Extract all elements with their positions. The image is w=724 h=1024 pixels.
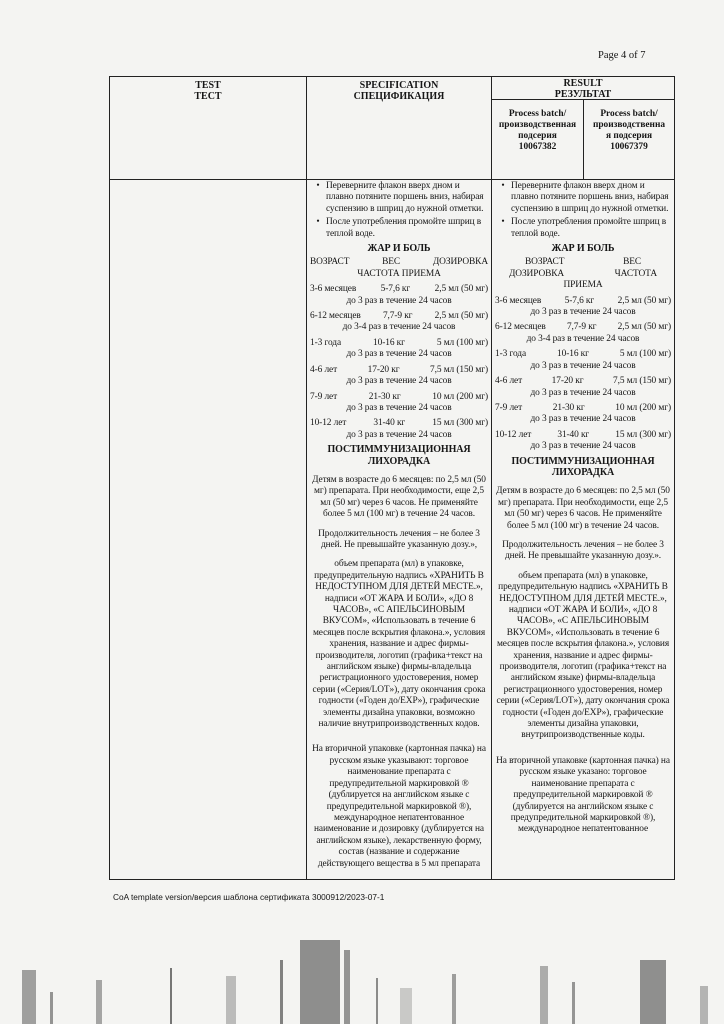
dose-header-frequency: ПРИЕМА <box>563 280 603 291</box>
col-divider <box>491 77 492 879</box>
table-row: 1-3 года 10-16 кг 5 мл (100 мг) до 3 раз в течение 24 часов <box>495 349 671 371</box>
post-immunization-text: Детям в возрасте до 6 месяцев: по 2,5 мл (50 мг) препарата. При необходимости, еще 2,5 мл (50 мг) через 6 часов. Не применяйте более 5 мл (100 мг) в течение 24 часов. <box>312 474 486 520</box>
table-row: 7-9 лет 21-30 кг 10 мл (200 мг) до 3 раз в течение 24 часов <box>310 391 488 413</box>
package-text: объем препарата (мл) в упаковке, предупредительную надпись «ХРАНИТЬ В НЕДОСТУПНОМ ДЛЯ ДЕТЕЙ МЕСТЕ.», надписи «ОТ ЖАРА И БОЛИ», «ДО 8 ЧАСОВ», «С АПЕЛЬСИНОВЫМ ВКУСОМ», «Использовать в течение 6 месяцев после вскрытия флакона.», условия хранения, название и адрес фирмы-производителя, логотип (графика+текст на английском языке) фирмы-владельца регистрационного удостоверения, номер серии («Серия/LOT»), дату окончания срока годности («Годен до/EXP»), графические элементы дизайна упаковки, возможно наличие внутрипроизводственных кодов. <box>312 559 486 730</box>
list-item: • Переверните флакон вверх дном и плавно потяните поршень вниз, набирая суспензию в шприц до нужной отметки. <box>501 181 669 214</box>
list-item: • Переверните флакон вверх дном и плавно потяните поршень вниз, набирая суспензию в шприц до нужной отметки. <box>316 181 484 214</box>
page-number: Page 4 of 7 <box>598 50 646 61</box>
post-immunization-title: ПОСТИММУНИЗАЦИОННАЯ ЛИХОРАДКА <box>511 455 655 478</box>
list-item: • После употребления промойте шприц в теплой воде. <box>316 217 482 239</box>
header-batch-2: Process batch/ производственна я подсерия 10067379 <box>592 109 666 152</box>
header-result: RESULT РЕЗУЛЬТАТ <box>554 78 612 100</box>
scan-artifact <box>0 930 724 1024</box>
certificate-table <box>109 76 675 880</box>
heat-title: ЖАР И БОЛЬ <box>367 243 431 255</box>
col-divider <box>306 77 307 879</box>
secondary-package-text: На вторичной упаковке (картонная пачка) на русском языке указывают: торговое наименование препарата с предупредительной маркировкой ® (дублируется на английском языке с предупредительной маркировкой ®), международное непатентованное наименование и дозировку (дублируется на английском языке), лекарственную форму, состав (название и содержание действующего вещества в 5 мл препарата <box>312 744 486 869</box>
duration-text: Продолжительность лечения – не более 3 дней. Не превышайте указанную дозу.», <box>318 528 480 550</box>
dose-header: ВОЗРАСТ ВЕС <box>525 257 641 268</box>
table-row: 6-12 месяцев 7,7-9 кг 2,5 мл (50 мг) до 3-4 раз в течение 24 часов <box>495 322 671 344</box>
list-item: • После употребления промойте шприц в теплой воде. <box>501 217 667 239</box>
table-row: 10-12 лет 31-40 кг 15 мл (300 мг) до 3 раз в течение 24 часов <box>310 418 488 440</box>
table-row: 10-12 лет 31-40 кг 15 мл (300 мг) до 3 раз в течение 24 часов <box>495 429 671 452</box>
header-batch-1: Process batch/ производственная подсерия 10067382 <box>498 109 577 152</box>
table-row: 1-3 года 10-16 кг 5 мл (100 мг) до 3 раз в течение 24 часов <box>310 337 488 360</box>
dose-header: ВОЗРАСТ ВЕС ДОЗИРОВКА <box>310 257 488 268</box>
post-immunization-text: Детям в возрасте до 6 месяцев: по 2,5 мл (50 мг) препарата. При необходимости, еще 2,5 мл (50 мг) через 6 часов. Не применяйте более 5 мл (100 мг) в течение 24 часов. <box>496 486 670 531</box>
table-row: 7-9 лет 21-30 кг 10 мл (200 мг) до 3 раз в течение 24 часов <box>495 402 671 425</box>
footer-template-version: CoA template version/версия шаблона сертификата 3000912/2023-07-1 <box>113 892 385 902</box>
dose-header-frequency: ЧАСТОТА ПРИЕМА <box>357 268 441 279</box>
header-specification: SPECIFICATION СПЕЦИФИКАЦИЯ <box>353 80 445 102</box>
table-row: 4-6 лет 17-20 кг 7,5 мл (150 мг) до 3 раз в течение 24 часов <box>495 376 671 398</box>
table-row: 4-6 лет 17-20 кг 7,5 мл (150 мг) до 3 раз в течение 24 часов <box>310 364 488 387</box>
row-divider <box>110 179 674 180</box>
table-row: 6-12 месяцев 7,7-9 кг 2,5 мл (50 мг) до 3-4 раз в течение 24 часов <box>310 311 488 333</box>
table-row: 3-6 месяцев 5-7,6 кг 2,5 мл (50 мг) до 3 раз в течение 24 часов <box>495 295 671 318</box>
package-text: объем препарата (мл) в упаковке, предупредительную надпись «ХРАНИТЬ В НЕДОСТУПНОМ ДЛЯ ДЕТЕЙ МЕСТЕ.», надписи «ОТ ЖАРА И БОЛИ», «ДО 8 ЧАСОВ», «С АПЕЛЬСИНОВЫМ ВКУСОМ», «Использовать в течение 6 месяцев после вскрытия флакона.», условия хранения, название и адрес фирмы-производителя, логотип (графика+текст на английском языке) фирмы-владельца регистрационного удостоверения, номер серии («Серия/LOT»), дату окончания срока годности («Годен до/EXP»), графические элементы дизайна упаковки, внутрипроизводственные коды. <box>496 570 670 741</box>
dose-header: ДОЗИРОВКА ЧАСТОТА <box>509 268 657 279</box>
table-row: 3-6 месяцев 5-7,6 кг 2,5 мл (50 мг) до 3 раз в течение 24 часов <box>310 284 488 306</box>
header-test: TEST ТЕСТ <box>194 80 222 102</box>
post-immunization-title: ПОСТИММУНИЗАЦИОННАЯ ЛИХОРАДКА <box>327 444 471 467</box>
duration-text: Продолжительность лечения – не более 3 дней. Не превышайте указанную дозу.». <box>502 539 664 562</box>
secondary-package-text: На вторичной упаковке (картонная пачка) на русском языке указано: торговое наименование препарата с предупредительной маркировкой ® (дублируется на английском языке с предупредительной маркировкой ®), международное непатентованное <box>496 755 670 835</box>
specification-text <box>310 181 488 870</box>
result-text <box>495 181 671 836</box>
heat-title: ЖАР И БОЛЬ <box>551 243 615 255</box>
